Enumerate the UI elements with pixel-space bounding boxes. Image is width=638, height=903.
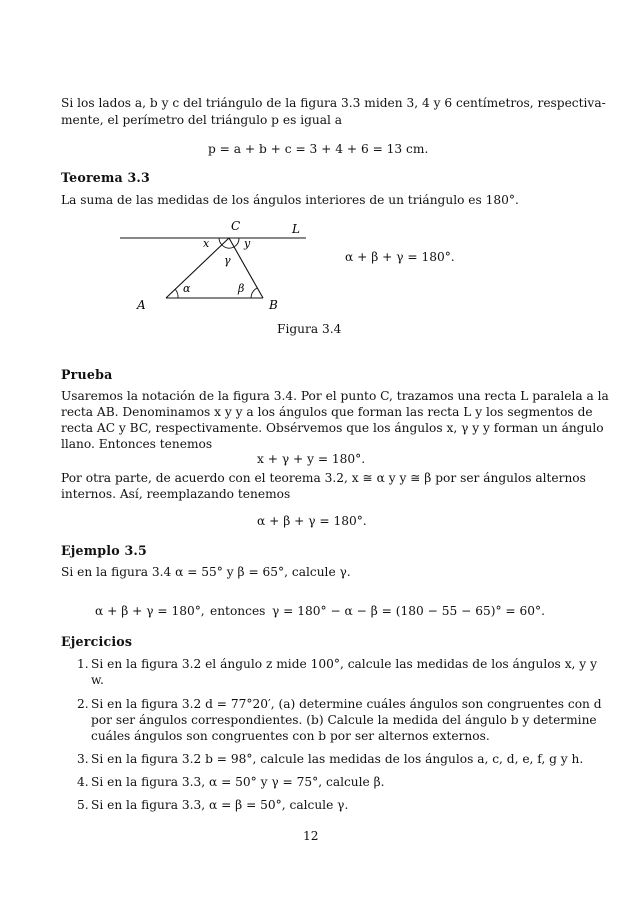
example-title: Ejemplo 3.5 bbox=[61, 543, 147, 558]
theorem-title: Teorema 3.3 bbox=[61, 170, 150, 185]
exercise-number: 2. bbox=[77, 697, 89, 711]
label-y: y bbox=[244, 237, 251, 250]
exercise-5-line-1: Si en la figura 3.3, α = β = 50°, calcule γ. bbox=[91, 798, 349, 812]
exercise-number: 4. bbox=[77, 775, 89, 789]
label-C: C bbox=[231, 219, 241, 233]
angle-arc-x bbox=[219, 238, 222, 245]
proof-title: Prueba bbox=[61, 367, 113, 382]
example-equation-word: entonces bbox=[210, 604, 266, 618]
theorem-statement: La suma de las medidas de los ángulos interiores de un triángulo es 180°. bbox=[61, 193, 519, 207]
label-beta: β bbox=[238, 282, 245, 295]
label-gamma: γ bbox=[224, 254, 231, 267]
exercise-4-line-1: Si en la figura 3.3, α = 50° y γ = 75°, calcule β. bbox=[91, 775, 385, 789]
proof-line-4: llano. Entonces tenemos bbox=[61, 437, 213, 451]
proof-line-2: recta AB. Denominamos x y y a los ángulos que forman las recta L y los segmentos de bbox=[61, 405, 593, 419]
exercises-title: Ejercicios bbox=[61, 634, 133, 649]
label-x: x bbox=[203, 237, 210, 250]
angle-arc-gamma bbox=[222, 245, 234, 248]
triangle-figure bbox=[0, 214, 638, 334]
proof-line-5: Por otra parte, de acuerdo con el teorema 3.2, x ≅ α y y ≅ β por ser ángulos alternos bbox=[61, 471, 586, 485]
proof-line-3: recta AC y BC, respectivamente. Obsérvemos que los ángulos x, γ y y forman un ángulo bbox=[61, 421, 604, 435]
exercise-2-line-3: cuáles ángulos son congruentes con b por ser alternos externos. bbox=[91, 729, 490, 743]
angle-arc-y bbox=[234, 238, 239, 247]
angle-arc-alpha bbox=[175, 289, 178, 298]
proof-line-1: Usaremos la notación de la figura 3.4. Por el punto C, trazamos una recta L paralela a la bbox=[61, 389, 609, 403]
angle-arc-beta bbox=[251, 288, 257, 298]
figure-equation: α + β + γ = 180°. bbox=[345, 250, 455, 264]
exercise-2-line-1: Si en la figura 3.2 d = 77°20′, (a) determine cuáles ángulos son congruentes con d bbox=[91, 697, 602, 711]
intro-line-1: Si los lados a, b y c del triángulo de la figura 3.3 miden 3, 4 y 6 centímetros, respectiva- bbox=[61, 96, 606, 110]
exercise-1-line-2: w. bbox=[91, 673, 104, 687]
exercise-2-line-2: por ser ángulos correspondientes. (b) Calcule la medida del ángulo b y determine bbox=[91, 713, 597, 727]
example-statement: Si en la figura 3.4 α = 55° y β = 65°, calcule γ. bbox=[61, 565, 351, 579]
label-alpha: α bbox=[183, 282, 191, 295]
label-B: B bbox=[269, 298, 278, 312]
example-equation-right: γ = 180° − α − β = (180 − 55 − 65)° = 60°. bbox=[272, 604, 545, 618]
exercise-number: 5. bbox=[77, 798, 89, 812]
figure-caption: Figura 3.4 bbox=[277, 322, 342, 336]
page-number: 12 bbox=[303, 829, 319, 843]
label-L: L bbox=[292, 222, 300, 236]
exercise-1-line-1: Si en la figura 3.2 el ángulo z mide 100°, calcule las medidas de los ángulos x, y y bbox=[91, 657, 597, 671]
intro-line-2: mente, el perímetro del triángulo p es igual a bbox=[61, 113, 343, 127]
exercise-number: 1. bbox=[77, 657, 89, 671]
exercise-number: 3. bbox=[77, 752, 89, 766]
exercise-3-line-1: Si en la figura 3.2 b = 98°, calcule las medidas de los ángulos a, c, d, e, f, g y h. bbox=[91, 752, 584, 766]
proof-equation-1: x + γ + y = 180°. bbox=[257, 452, 366, 466]
proof-equation-2: α + β + γ = 180°. bbox=[257, 514, 367, 528]
proof-line-6: internos. Así, reemplazando tenemos bbox=[61, 487, 291, 501]
label-A: A bbox=[137, 298, 146, 312]
perimeter-equation: p = a + b + c = 3 + 4 + 6 = 13 cm. bbox=[208, 142, 429, 156]
example-equation-left: α + β + γ = 180°, bbox=[95, 604, 205, 618]
